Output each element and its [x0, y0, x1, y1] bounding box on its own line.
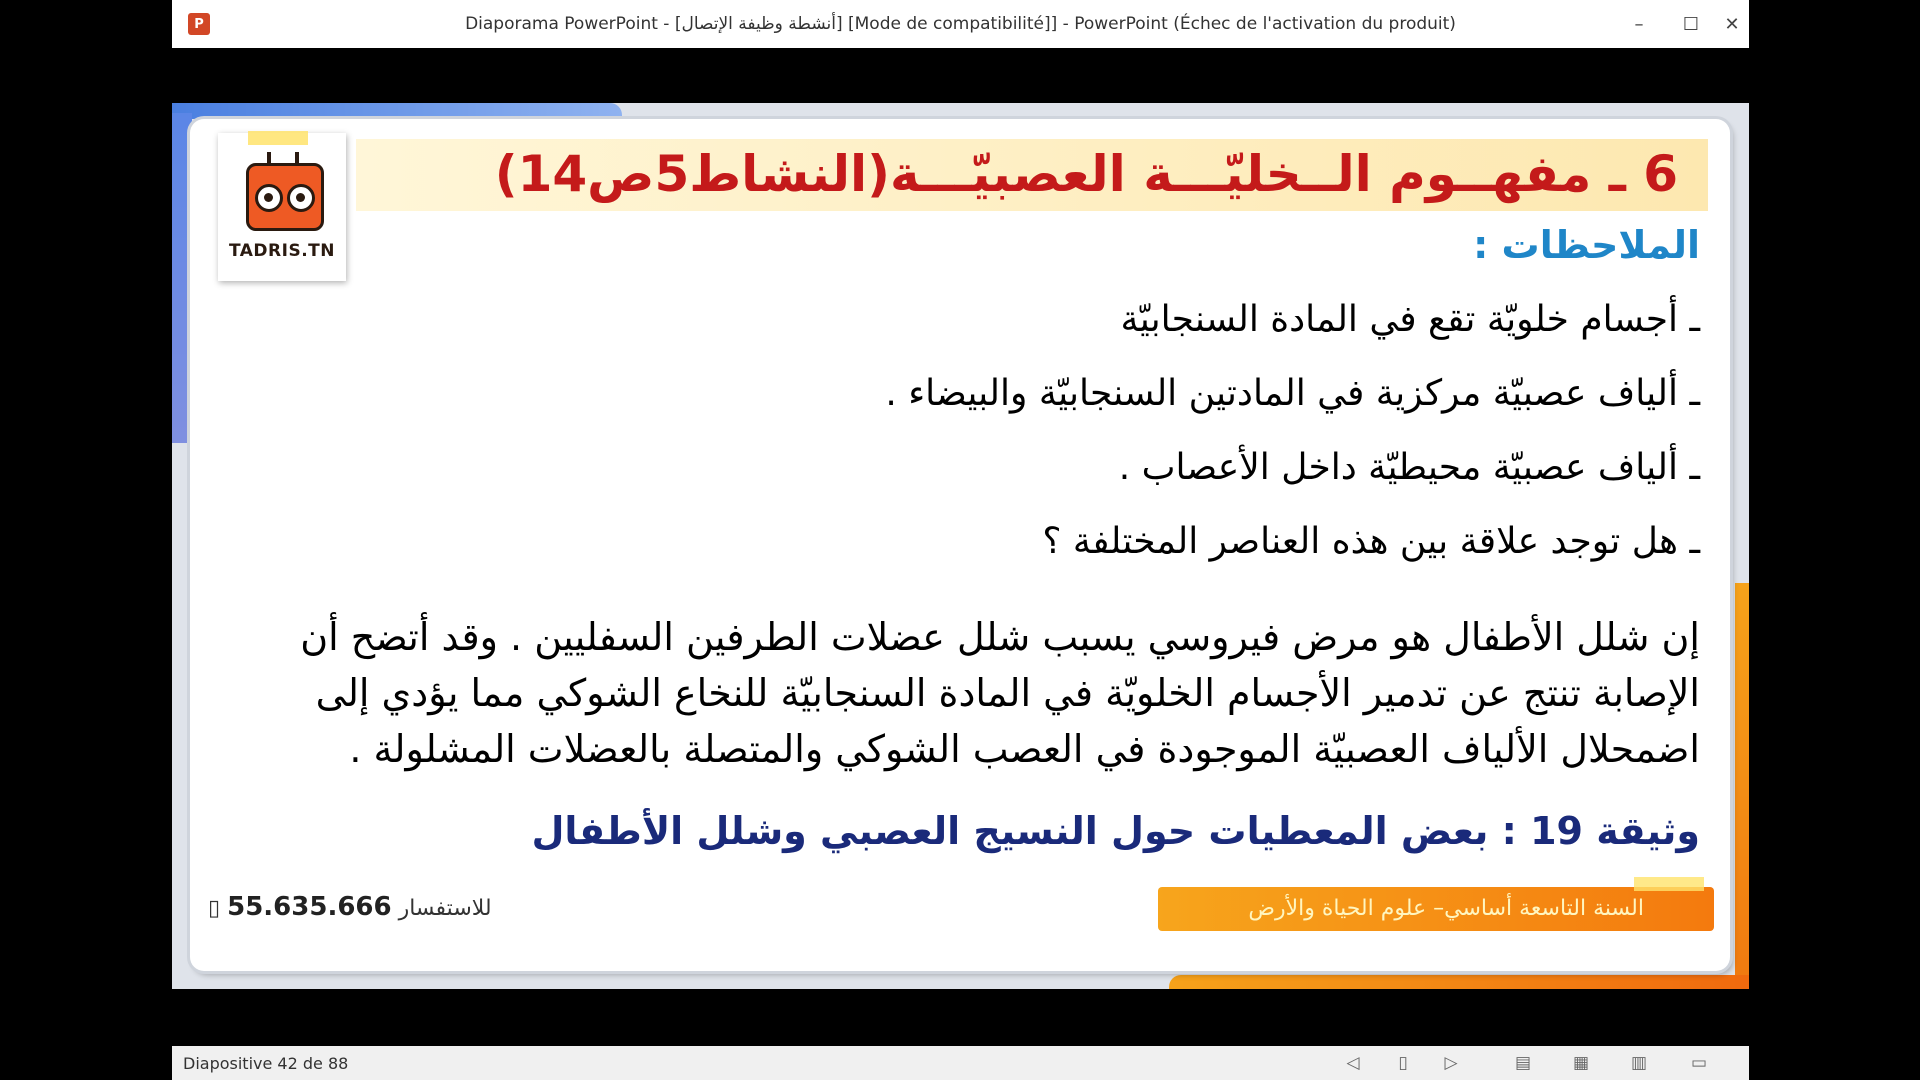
notes-icon[interactable]: ▯: [1398, 1053, 1408, 1073]
window-title: Diaporama PowerPoint - [أنشطة وظيفة الإتصال] [Mode de compatibilité]] - PowerPoint (Échec de l'activation du produit): [465, 14, 1456, 34]
antenna-right: [295, 152, 299, 166]
contact-phone: 55.635.666: [227, 892, 392, 922]
previous-slide-icon[interactable]: ◁: [1346, 1053, 1360, 1073]
maximize-button[interactable]: ☐: [1682, 13, 1700, 35]
title-band: [356, 139, 1708, 211]
next-slide-icon[interactable]: ▷: [1444, 1053, 1458, 1073]
observation-item: ـ أجسام خلويّة تقع في المادة السنجابيّة: [1120, 299, 1700, 340]
observations-heading: الملاحظات :: [1473, 223, 1700, 267]
normal-view-icon[interactable]: ▤: [1514, 1053, 1532, 1073]
decor-band-bottom: [1169, 975, 1749, 989]
tadris-logo: [218, 133, 346, 281]
decor-band-right: [1735, 583, 1749, 983]
observation-item: ـ ألياف عصبيّة محيطيّة داخل الأعصاب .: [1118, 447, 1700, 488]
reading-view-icon[interactable]: ▥: [1630, 1053, 1648, 1073]
contact-info: [208, 892, 492, 922]
document-label: وثيقة 19 : بعض المعطيات حول النسيج العصبي وشلل الأطفال: [531, 809, 1700, 853]
status-bar: [172, 1046, 1749, 1080]
decor-band-left: [172, 113, 192, 443]
slide-sorter-icon[interactable]: ▦: [1572, 1053, 1590, 1073]
logo-text: TADRIS.TN: [229, 241, 335, 261]
eye-right: [287, 184, 315, 212]
title-bar: [172, 0, 1749, 49]
powerpoint-window: [172, 0, 1749, 1080]
close-button[interactable]: ✕: [1724, 13, 1740, 35]
slide-content-panel: [190, 119, 1730, 971]
antenna-left: [267, 152, 271, 166]
observation-item: ـ هل توجد علاقة بين هذه العناصر المختلفة ؟: [1042, 521, 1700, 562]
footer-tag: [1158, 887, 1714, 931]
logo-tape: [248, 131, 308, 145]
decor-band-top: [172, 103, 622, 119]
slide-title: 6 ـ مفهــوم الــخليّـــة العصبيّـــة(النشاط5ص14): [494, 145, 1678, 203]
slideshow-view-icon[interactable]: ▭: [1690, 1053, 1708, 1073]
robot-icon: [246, 163, 324, 231]
phone-icon: ▯: [208, 896, 221, 921]
observation-item: ـ ألياف عصبيّة مركزية في المادتين السنجابيّة والبيضاء .: [885, 373, 1700, 414]
footer-tape: [1634, 877, 1704, 891]
eye-left: [255, 184, 283, 212]
contact-label: للاستفسار: [398, 896, 492, 921]
footer-text: السنة التاسعة أساسي– علوم الحياة والأرض: [1248, 896, 1644, 921]
slideshow-stage: [172, 48, 1749, 1046]
slide-counter: Diapositive 42 de 88: [183, 1054, 349, 1073]
polio-paragraph: إن شلل الأطفال هو مرض فيروسي يسبب شلل عضلات الطرفين السفليين . وقد أتضح أن الإصابة تنتج عن تدمير الأجسام الخلويّة في المادة السنجابيّة للنخاع الشوكي مما يؤدي إلى اضمحلال الألياف العصبيّة الموجودة في العصب الشوكي والمتصلة بالعضلات المشلولة .: [300, 615, 1700, 771]
slide[interactable]: [172, 103, 1749, 989]
minimize-button[interactable]: –: [1634, 13, 1644, 35]
powerpoint-icon: P: [188, 13, 210, 35]
